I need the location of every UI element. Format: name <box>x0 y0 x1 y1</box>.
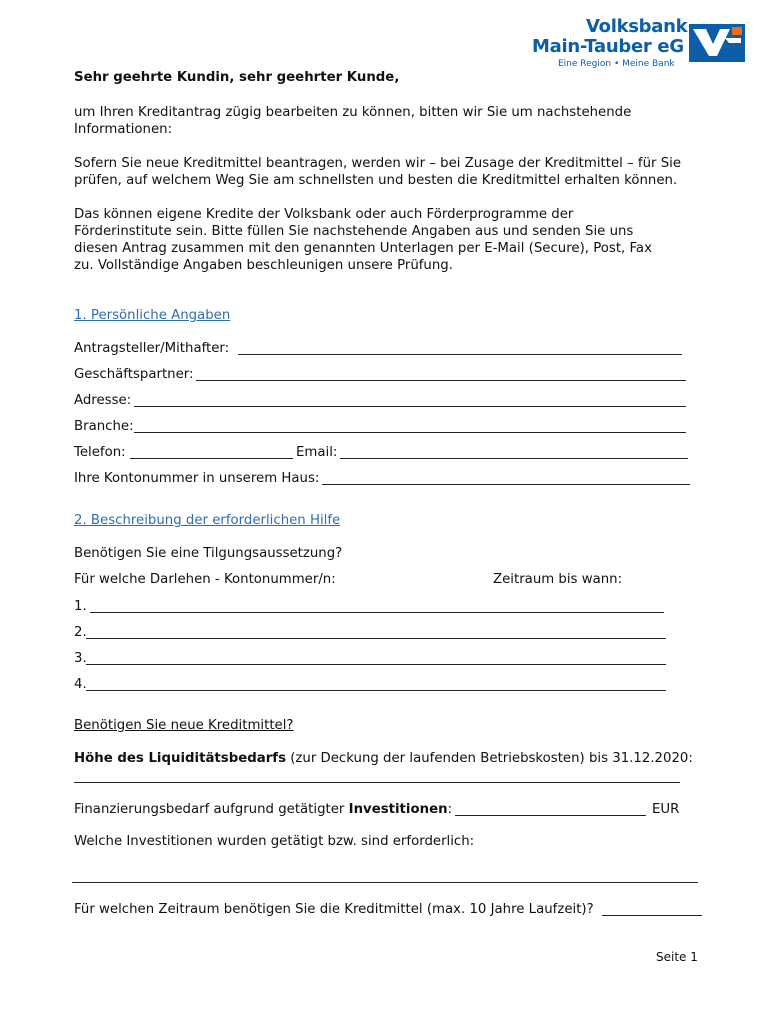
liquidity-label <box>74 750 693 767</box>
loan-row-number: 1. <box>74 599 87 614</box>
investment-label-pre: Finanzierungsbedarf aufgrund getätigter <box>74 802 349 817</box>
period-label: Zeitraum bis wann: <box>493 572 623 587</box>
currency-label: EUR <box>652 802 680 817</box>
email-label: Email: <box>296 445 338 460</box>
bank-logo <box>532 16 754 72</box>
period-field[interactable] <box>602 915 702 916</box>
loan-row-field[interactable] <box>86 664 666 665</box>
address-label: Adresse: <box>74 393 132 408</box>
investment-amount-field[interactable] <box>455 815 646 816</box>
new-credit-question: Benötigen Sie neue Kreditmittel? <box>74 718 294 733</box>
industry-field[interactable] <box>134 432 686 433</box>
investment-label <box>74 801 452 818</box>
logo-tagline: Eine Region • Meine Bank <box>558 59 675 69</box>
investment-label-colon: : <box>447 802 453 817</box>
applicant-field[interactable] <box>238 354 682 355</box>
intro-paragraph-3: Das können eigene Kredite der Volksbank oder auch Förderprogramme der Förderinstitute sein. Bitte füllen Sie nachstehende Angaben aus und senden Sie uns diesen Antrag zusammen mit den genannten Unterlagen per E-Mail (Secure), Post, Fax zu. Vollständige Angaben beschleunigen unsere Prüfung. <box>74 207 652 273</box>
loan-row-field[interactable] <box>86 638 666 639</box>
phone-label: Telefon: <box>74 445 126 460</box>
suspension-question: Benötigen Sie eine Tilgungsaussetzung? <box>74 546 343 561</box>
liquidity-label-bold: Höhe des Liquiditätsbedarfs <box>74 751 286 766</box>
liquidity-label-rest: (zur Deckung der laufenden Betriebskosten) bis 31.12.2020: <box>286 751 693 766</box>
loan-row-number: 4. <box>74 677 87 692</box>
investment-label-bold: Investitionen <box>348 802 448 817</box>
phone-field[interactable] <box>130 458 293 459</box>
email-field[interactable] <box>340 458 688 459</box>
applicant-label: Antragsteller/Mithafter: <box>74 341 230 356</box>
loan-row-field[interactable] <box>86 690 666 691</box>
section-2-heading: 2. Beschreibung der erforderlichen Hilfe <box>74 513 341 528</box>
loan-row-number: 2. <box>74 625 87 640</box>
intro-paragraph-2: Sofern Sie neue Kreditmittel beantragen, werden wir – bei Zusage der Kreditmittel – für Sie prüfen, auf welchem Weg Sie am schnellsten und besten die Kreditmittel erhalten können. <box>74 156 682 188</box>
liquidity-field[interactable] <box>74 782 680 783</box>
industry-label: Branche: <box>74 419 134 434</box>
account-label: Ihre Kontonummer in unserem Haus: <box>74 471 320 486</box>
address-field[interactable] <box>134 406 686 407</box>
intro-paragraph-1: um Ihren Kreditantrag zügig bearbeiten zu können, bitten wir Sie um nachstehende Informationen: <box>74 105 632 137</box>
page-number: Seite 1 <box>656 950 698 964</box>
account-field[interactable] <box>322 484 690 485</box>
investments-question: Welche Investitionen wurden getätigt bzw. sind erforderlich: <box>74 834 475 849</box>
salutation: Sehr geehrte Kundin, sehr geehrter Kunde, <box>74 70 400 85</box>
logo-name-line2: Main-Tauber eG <box>532 36 684 57</box>
loan-row-field[interactable] <box>90 612 664 613</box>
partner-label: Geschäftspartner: <box>74 367 194 382</box>
logo-name-line1: Volksbank <box>586 16 688 37</box>
investments-field[interactable] <box>72 882 698 883</box>
section-1-heading: 1. Persönliche Angaben <box>74 308 231 323</box>
period-question: Für welchen Zeitraum benötigen Sie die Kreditmittel (max. 10 Jahre Laufzeit)? <box>74 902 594 917</box>
partner-field[interactable] <box>196 380 686 381</box>
volksbank-emblem-icon <box>689 24 745 62</box>
loans-label: Für welche Darlehen - Kontonummer/n: <box>74 572 336 587</box>
loan-row-number: 3. <box>74 651 87 666</box>
